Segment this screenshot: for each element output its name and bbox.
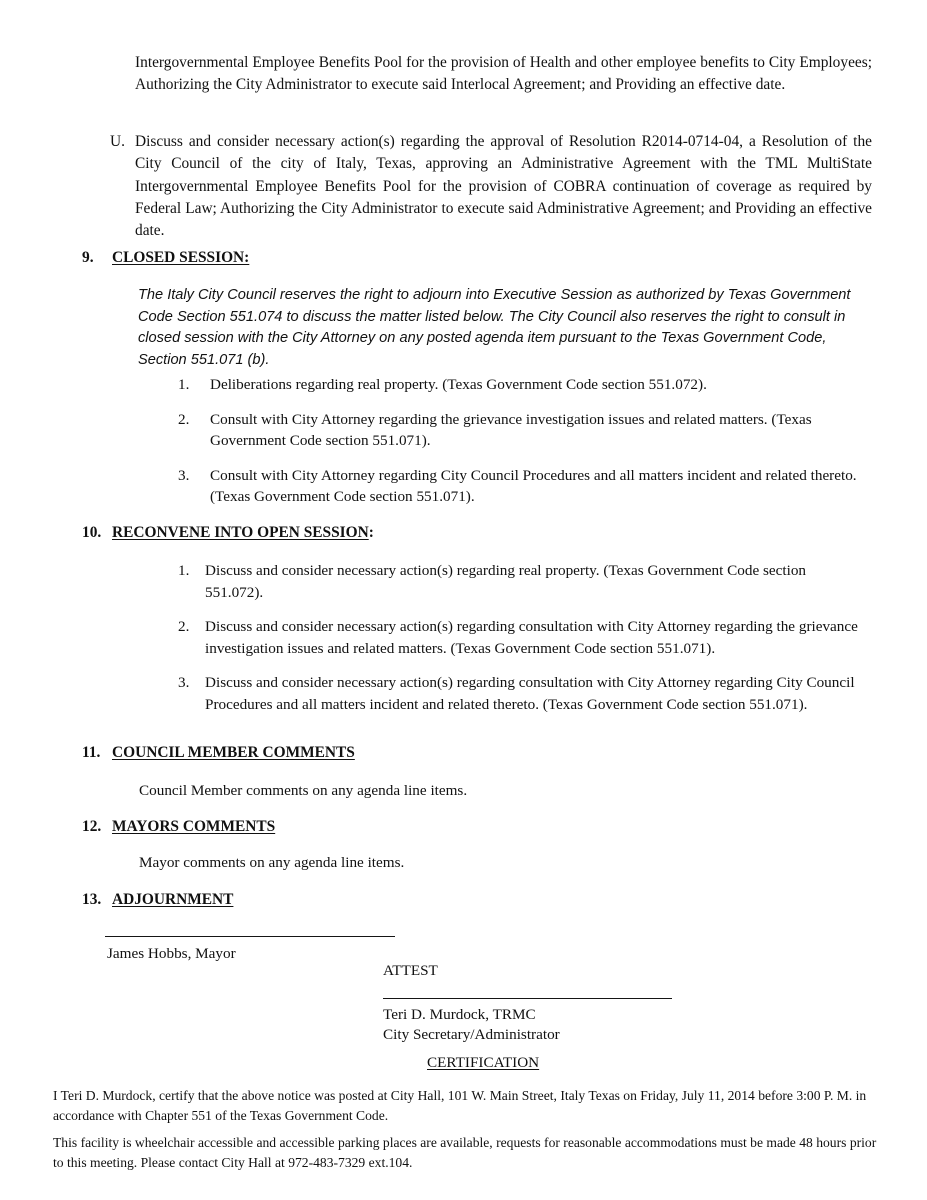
- section-10-title: RECONVENE INTO OPEN SESSION: [112, 524, 369, 541]
- list-item: [178, 465, 866, 508]
- section-11-title: COUNCIL MEMBER COMMENTS: [112, 744, 355, 761]
- closed-session-item-list: [178, 374, 866, 508]
- attest-label: ATTEST: [383, 962, 438, 979]
- secretary-signature-line: [383, 998, 672, 999]
- agenda-item-u-marker: U.: [110, 133, 125, 150]
- section-12-number: 12.: [82, 818, 102, 835]
- list-item: [178, 616, 868, 659]
- closed-session-notice: The Italy City Council reserves the right to adjourn into Executive Session as authorized by Texas Government Code Section 551.074 to discuss the matter listed below. The City Council also reserves the right to consult in closed session with the City Attorney on any posted agenda item pursuant to the Texas Government Code, Section 551.071 (b).: [138, 287, 851, 368]
- section-9-number: 9.: [82, 249, 94, 266]
- list-item: [178, 374, 866, 396]
- section-12-title: MAYORS COMMENTS: [112, 818, 276, 835]
- list-item-number: 3.: [178, 674, 190, 692]
- section-heading-11: [82, 743, 355, 763]
- list-item-text: Consult with City Attorney regarding City Council Procedures and all matters incident and related thereto. (Texas Government Code section 551.071).: [210, 466, 857, 506]
- mayor-signature-line: [105, 936, 395, 937]
- agenda-item-u: [110, 131, 872, 242]
- list-item: [178, 409, 866, 452]
- section-10-number: 10.: [82, 524, 102, 541]
- list-item-number: 1.: [178, 562, 190, 579]
- agenda-item-u-text: Discuss and consider necessary action(s) regarding the approval of Resolution R2014-0714-04, a Resolution of the City Council of the city of Italy, Texas, approving an Administrative Agreement with the TML MultiState Intergovernmental Employee Benefits Pool for the provision of COBRA continuation of coverage as required by Federal Law; Authorizing the City Administrator to execute said Administrative Agreement; and Providing an effective date.: [135, 133, 872, 240]
- list-item-number: 1.: [178, 376, 190, 393]
- list-item: [178, 672, 868, 715]
- list-item-text: Discuss and consider necessary action(s) regarding consultation with City Attorney regarding City Council Procedures and all matters incident and related thereto. (Texas Government Code section 551.071).: [205, 674, 855, 713]
- section-heading-12: [82, 817, 275, 837]
- list-item: [178, 560, 868, 603]
- list-item-text: Consult with City Attorney regarding the grievance investigation issues and related matters. (Texas Government Code section 551.071).: [210, 410, 812, 450]
- accessibility-statement: This facility is wheelchair accessible and accessible parking places are available, requests for reasonable accommodations must be made 48 hours prior to this meeting. Please contact City Hall at 972-483-7329 ext.104.: [53, 1135, 877, 1170]
- section-11-number: 11.: [82, 744, 101, 761]
- list-item-number: 3.: [178, 466, 190, 484]
- section-12-body: Mayor comments on any agenda line items.: [139, 854, 405, 871]
- section-9-title: CLOSED SESSION:: [112, 249, 250, 266]
- section-heading-10: [82, 523, 374, 543]
- list-item-text: Discuss and consider necessary action(s) regarding real property. (Texas Government Code section 551.072).: [205, 562, 807, 601]
- section-heading-13: [82, 890, 233, 910]
- section-13-title: ADJOURNMENT: [112, 891, 234, 908]
- list-item-number: 2.: [178, 618, 190, 636]
- section-heading-9: [82, 248, 249, 268]
- reconvene-item-list: [178, 560, 868, 716]
- certification-heading: CERTIFICATION: [427, 1054, 540, 1071]
- section-11-body: Council Member comments on any agenda line items.: [139, 782, 468, 799]
- mayor-name: James Hobbs, Mayor: [107, 945, 236, 962]
- section-10-title-tail: :: [368, 524, 374, 541]
- secretary-title: City Secretary/Administrator: [383, 1026, 560, 1043]
- secretary-name: Teri D. Murdock, TRMC: [383, 1006, 536, 1023]
- list-item-number: 2.: [178, 410, 190, 428]
- certification-statement: I Teri D. Murdock, certify that the above notice was posted at City Hall, 101 W. Main Street, Italy Texas on Friday, July 11, 2014 before 3:00 P. M. in accordance with Chapter 551 of the Texas Government Code.: [53, 1088, 867, 1123]
- continuation-paragraph: Intergovernmental Employee Benefits Pool for the provision of Health and other employee benefits to City Employees; Authorizing the City Administrator to execute said Interlocal Agreement; and Providing an effective date.: [135, 54, 872, 94]
- section-13-number: 13.: [82, 891, 102, 908]
- list-item-text: Discuss and consider necessary action(s) regarding consultation with City Attorney regarding the grievance investigation issues and related matters. (Texas Government Code section 551.071).: [205, 618, 858, 657]
- list-item-text: Deliberations regarding real property. (Texas Government Code section 551.072).: [210, 376, 707, 393]
